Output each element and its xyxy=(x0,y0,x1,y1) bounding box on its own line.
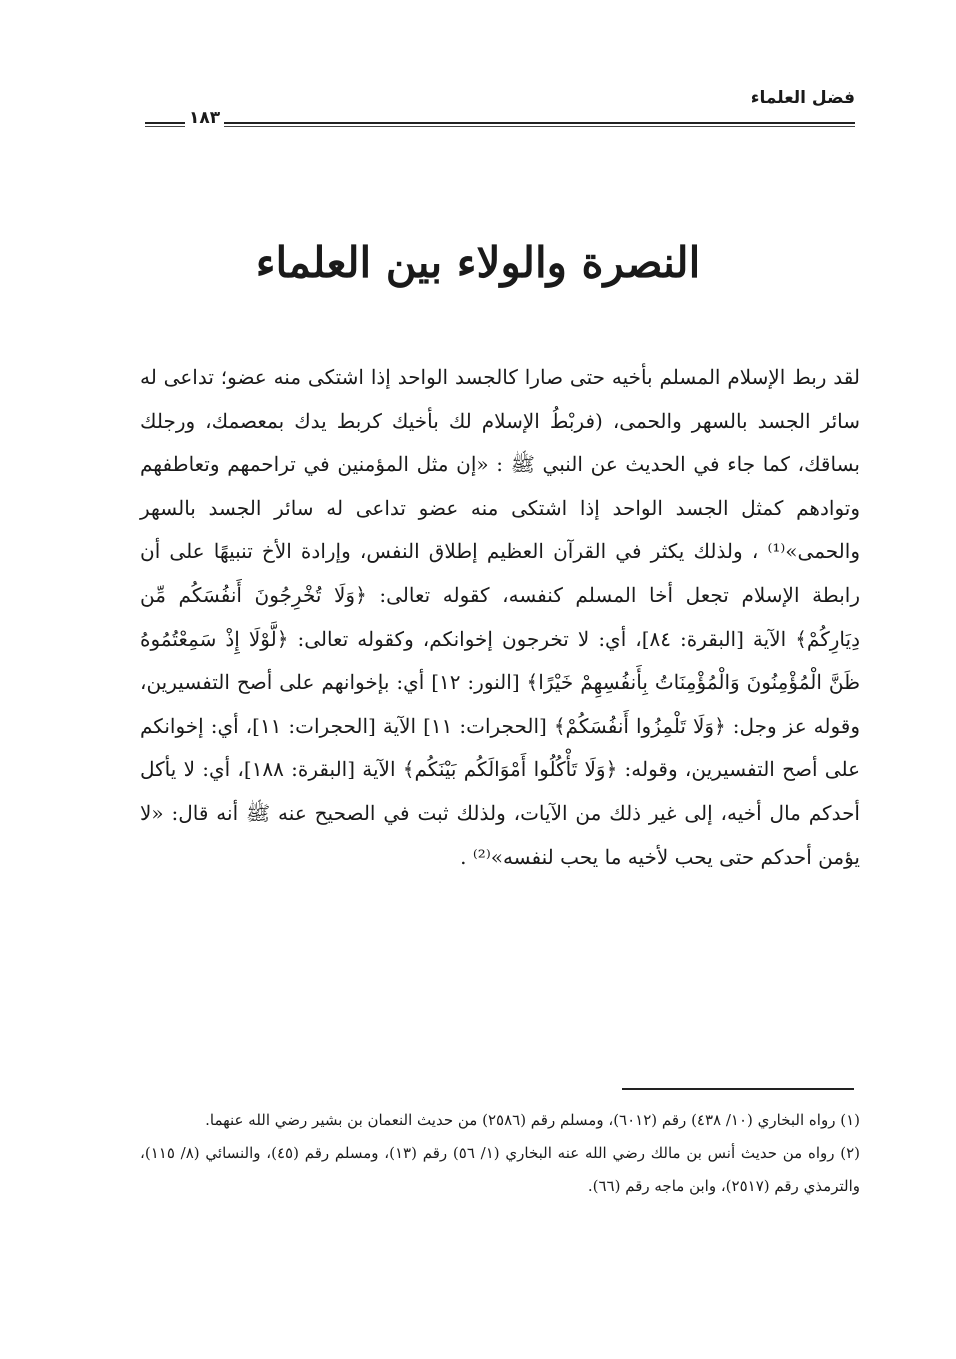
footnote-2 xyxy=(140,1137,860,1203)
chapter-title: النصرة والولاء بين العلماء xyxy=(255,238,701,287)
running-head xyxy=(145,88,855,128)
header-rule xyxy=(145,122,855,124)
footnote-separator xyxy=(622,1088,854,1090)
footnote-text: (٢) رواه من حديث أنس بن مالك رضي الله عنه البخاري (١/ ٥٦) رقم (١٣)، ومسلم رقم (٤٥)، والنسائي (٨/ ١١٥)، والترمذي رقم (٢٥١٧)، وابن ماجه رقم (٦٦). xyxy=(140,1144,861,1195)
book-title: فضل العلماء xyxy=(750,88,855,108)
footnote-text: (١) رواه البخاري (١٠/ ٤٣٨) رقم (٦٠١٢)، ومسلم رقم (٢٥٨٦) من حديث النعمان بن بشير رضي الله عنهما. xyxy=(205,1111,860,1129)
body-paragraph: لقد ربط الإسلام المسلم بأخيه حتى صارا كالجسد الواحد إذا اشتكى منه عضو؛ تداعى له سائر الجسد بالسهر والحمى، (فربْطُ الإسلام لك بأخيك كربط يدك بمعصمك، ورجلك بساقك، كما جاء في الحديث عن النبي ﷺ : «إن مثل المؤمنين في تراحمهم وتعاطفهم وتوادهم كمثل الجسد الواحد إذا اشتكى منه عضو تداعى له سائر الجسد بالسهر والحمى»⁽¹⁾ ، ولذلك يكثر في القرآن العظيم إطلاق النفس، وإرادة الأخ تنبيهًا على أن رابطة الإسلام تجعل أخا المسلم كنفسه، كقوله تعالى: ﴿وَلَا تُخْرِجُونَ أَنفُسَكُم مِّن دِيَارِكُمْ﴾ الآية [البقرة: ٨٤]، أي: لا تخرجون إخوانكم، وكقوله تعالى: ﴿لَّوْلَا إِذْ سَمِعْتُمُوهُ ظَنَّ الْمُؤْمِنُونَ وَالْمُؤْمِنَاتُ بِأَنفُسِهِمْ خَيْرًا﴾ [النور: ١٢] أي: بإخوانهم على أصح التفسيرين، وقوله عز وجل: ﴿وَلَا تَلْمِزُوا أَنفُسَكُمْ﴾ [الحجرات: ١١] الآية [الحجرات: ١١]، أي: إخوانكم على أصح التفسيرين، وقوله: ﴿وَلَا تَأْكُلُوا أَمْوَالَكُم بَيْنَكُم﴾ الآية [البقرة: ١٨٨]، أي: لا يأكل أحدكم مال أخيه، إلى غير ذلك من الآيات، ولذلك ثبت في الصحيح عنه ﷺ أنه قال: «لا يؤمن أحدكم حتى يحب لأخيه ما يحب لنفسه»⁽²⁾ . xyxy=(140,365,861,869)
page-number: ١٨٣ xyxy=(185,108,224,128)
header-rule-thin xyxy=(145,126,855,127)
footnote-1 xyxy=(140,1104,860,1137)
footnotes xyxy=(140,1104,860,1203)
